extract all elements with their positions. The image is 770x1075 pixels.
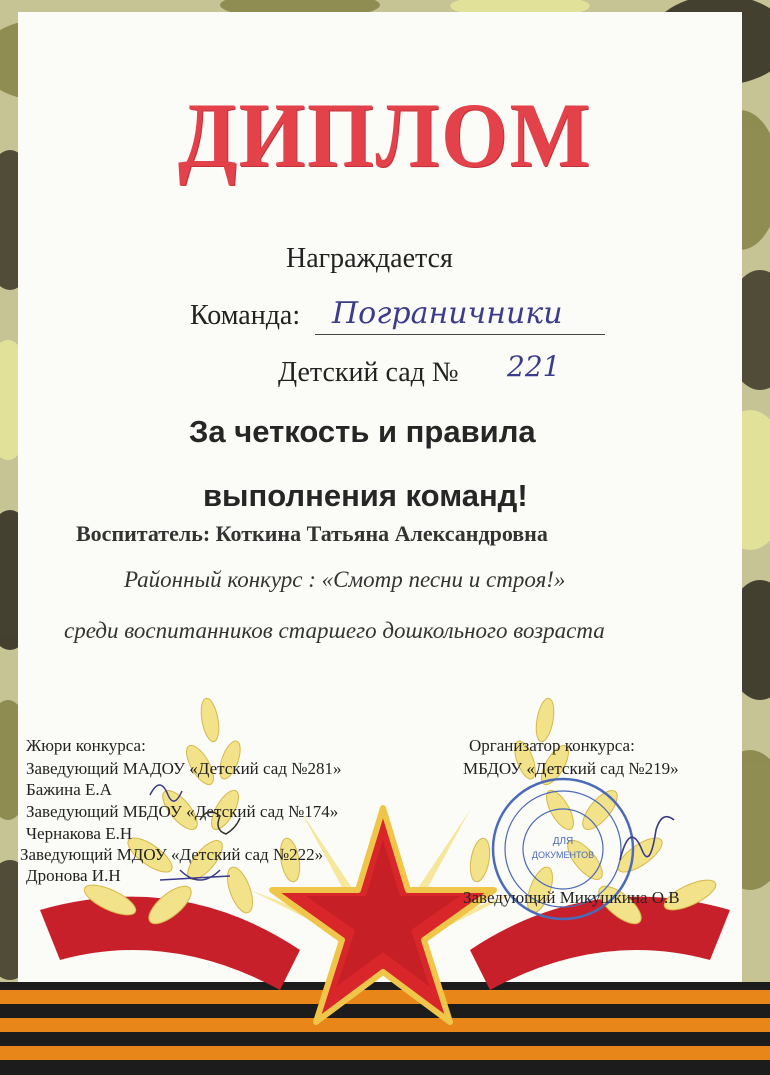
kindergarten-number: 221 bbox=[507, 350, 561, 383]
team-label: Команда: bbox=[190, 300, 301, 331]
reason-line-2: выполнения команд! bbox=[203, 478, 528, 513]
stamp-text-2: ДОКУМЕНТОВ bbox=[531, 850, 595, 860]
stamp-text-1: ДЛЯ bbox=[552, 836, 574, 847]
reason-line-1: За четкость и правила bbox=[189, 414, 536, 449]
jury-line: Бажина Е.А bbox=[26, 780, 112, 799]
team-name: Пограничники bbox=[332, 296, 563, 331]
organizer-signature-scribble bbox=[610, 800, 690, 870]
st-george-ribbon bbox=[0, 982, 770, 1075]
diploma-title: ДИПЛОМ bbox=[177, 84, 593, 186]
organizer-heading: Организатор конкурса: bbox=[469, 736, 635, 755]
jury-line: Заведующий МДОУ «Детский сад №222» bbox=[20, 845, 324, 864]
teacher-name: Воспитатель: Коткина Татьяна Александровна bbox=[76, 521, 548, 546]
jury-line: Чернакова Е.Н bbox=[26, 824, 133, 843]
contest-name: Районный конкурс : «Смотр песни и строя!» bbox=[124, 567, 566, 592]
jury-heading: Жюри конкурса: bbox=[26, 736, 146, 755]
jury-line: Дронова И.Н bbox=[26, 866, 121, 885]
team-underline bbox=[315, 334, 605, 335]
awarded-label: Награждается bbox=[286, 243, 453, 274]
kindergarten-label: Детский сад № bbox=[278, 357, 459, 388]
audience-line: среди воспитанников старшего дошкольного возраста bbox=[64, 618, 605, 643]
organizer-org: МБДОУ «Детский сад №219» bbox=[463, 759, 679, 778]
jury-line: Заведующий МБДОУ «Детский сад №174» bbox=[26, 802, 339, 821]
jury-line: Заведующий МАДОУ «Детский сад №281» bbox=[26, 759, 342, 778]
organizer-signature: Заведующий Микушкина О.В bbox=[463, 888, 680, 907]
jury-signatures bbox=[140, 770, 260, 900]
